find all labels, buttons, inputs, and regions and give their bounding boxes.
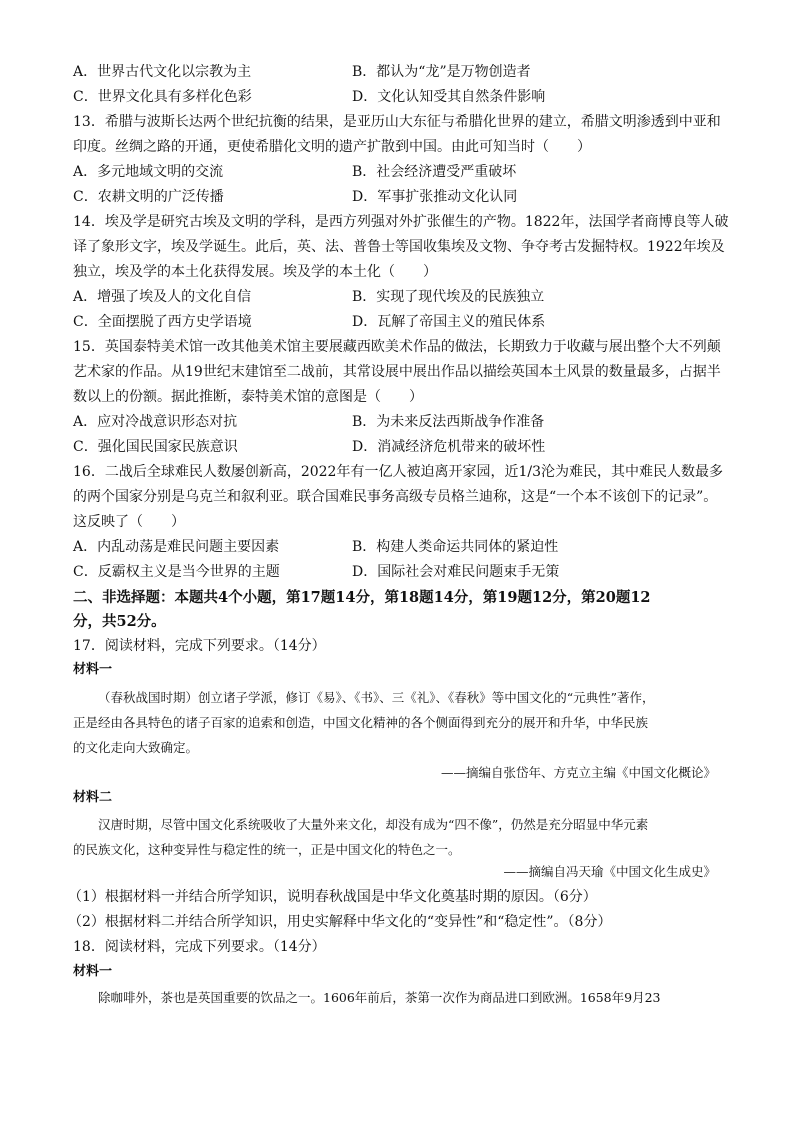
- q17-requirement-1: （1）根据材料一并结合所学知识，说明春秋战国是中华文化奠基时期的原因。（6分）: [68, 889, 597, 905]
- q17-material-2-line-2: 的民族文化，这种变异性与稳定性的统一，正是中国文化的特色之一。: [73, 842, 461, 857]
- q13-option-d: D．军事扩张推动文化认同: [352, 189, 518, 205]
- q16-stem-line-2: 的两个国家分别是乌克兰和叙利亚。联合国难民事务高级专员格兰迪称，这是“一个本不该创下的记录”。: [73, 489, 718, 505]
- q16-option-d: D．国际社会对难民问题束手无策: [352, 564, 560, 580]
- q14-stem-line-1: 14．埃及学是研究古埃及文明的学科，是西方列强对外扩张催生的产物。1822年，法国学者商博良等人破: [73, 214, 729, 230]
- q15-option-d: D．消减经济危机带来的破坏性: [352, 439, 546, 455]
- q15-stem-line-2: 艺术家的作品。从19世纪末建馆至二战前，其常设展中展出作品以描绘英国本土风景的数量最多，占据半: [73, 364, 721, 380]
- q13-stem-line-2: 印度。丝绸之路的开通，更使希腊化文明的遗产扩散到中国。由此可知当时（ ）: [73, 139, 591, 155]
- q15-option-a: A．应对冷战意识形态对抗: [73, 414, 238, 430]
- q16-option-c: C．反霸权主义是当今世界的主题: [73, 564, 280, 580]
- q15-stem-line-3: 数以上的份额。据此推断，泰特美术馆的意图是（ ）: [73, 389, 423, 405]
- q17-material-1-line-2: 正是经由各具特色的诸子百家的追索和创造，中国文化精神的各个侧面得到充分的展开和升华，中华民族: [73, 715, 649, 730]
- q17-title: 17．阅读材料，完成下列要求。（14分）: [73, 638, 326, 654]
- q13-option-b: B．社会经济遭受严重破坏: [352, 164, 517, 180]
- q18-material-1-label: 材料一: [73, 964, 113, 979]
- q12-option-d: D．文化认知受其自然条件影响: [352, 89, 546, 105]
- q14-option-d: D．瓦解了帝国主义的殖民体系: [352, 314, 546, 330]
- q17-material-2-line-1: 汉唐时期，尽管中国文化系统吸收了大量外来文化，却没有成为“四不像”，仍然是充分昭显中华元素: [98, 817, 649, 832]
- q17-material-1-line-1: （春秋战国时期）创立诸子学派，修订《易》、《书》、三《礼》、《春秋》等中国文化的“元典性”著作，: [98, 690, 655, 705]
- q12-option-b: B．都认为“龙”是万物创造者: [352, 64, 531, 80]
- q14-option-a: A．增强了埃及人的文化自信: [73, 289, 252, 305]
- q13-option-c: C．农耕文明的广泛传播: [73, 189, 224, 205]
- q18-material-1-line-1: 除咖啡外，茶也是英国重要的饮品之一。1606年前后，茶第一次作为商品进口到欧洲。1658年9月23: [98, 990, 661, 1005]
- q12-option-c: C．世界文化具有多样化色彩: [73, 89, 252, 105]
- q18-title: 18．阅读材料，完成下列要求。（14分）: [73, 939, 326, 955]
- q14-option-c: C．全面摆脱了西方史学语境: [73, 314, 252, 330]
- section2-heading-line-2: 分，共52分。: [73, 613, 166, 630]
- q16-stem-line-1: 16．二战后全球难民人数屡创新高，2022年有一亿人被迫离开家园，近1/3沦为难民，其中难民人数最多: [73, 464, 723, 480]
- q16-option-a: A．内乱动荡是难民问题主要因素: [73, 539, 280, 555]
- q16-stem-line-3: 这反映了（ ）: [73, 514, 185, 530]
- q14-stem-line-2: 译了象形文字，埃及学诞生。此后，英、法、普鲁士等国收集埃及文物、争夺考古发掘特权。1922年埃及: [73, 239, 725, 255]
- q17-material-1-line-3: 的文化走向大致确定。: [73, 740, 199, 755]
- q17-material-1-label: 材料一: [73, 662, 113, 677]
- q16-option-b: B．构建人类命运共同体的紧迫性: [352, 539, 559, 555]
- q17-material-1-source: ——摘编自张岱年、方克立主编《中国文化概论》: [440, 765, 716, 780]
- q17-material-2-label: 材料二: [73, 790, 113, 805]
- q17-material-2-source: ——摘编自冯天瑜《中国文化生成史》: [503, 864, 716, 879]
- q12-option-a: A．世界古代文化以宗教为主: [73, 64, 252, 80]
- q13-option-a: A．多元地域文明的交流: [73, 164, 224, 180]
- q15-option-c: C．强化国民国家民族意识: [73, 439, 238, 455]
- q15-option-b: B．为未来反法西斯战争作准备: [352, 414, 545, 430]
- section2-heading-line-1: 二、非选择题：本题共4个小题，第17题14分，第18题14分，第19题12分，第20题12: [73, 589, 651, 606]
- q15-stem-line-1: 15．英国泰特美术馆一改其他美术馆主要展藏西欧美术作品的做法，长期致力于收藏与展出整个大不列颠: [73, 339, 721, 355]
- q14-stem-line-3: 独立，埃及学的本土化获得发展。埃及学的本土化（ ）: [73, 264, 437, 280]
- q14-option-b: B．实现了现代埃及的民族独立: [352, 289, 545, 305]
- q17-requirement-2: （2）根据材料二并结合所学知识，用史实解释中华文化的“变异性”和“稳定性”。（8分）: [68, 914, 612, 930]
- q13-stem-line-1: 13．希腊与波斯长达两个世纪抗衡的结果，是亚历山大东征与希腊化世界的建立，希腊文明渗透到中亚和: [73, 114, 721, 130]
